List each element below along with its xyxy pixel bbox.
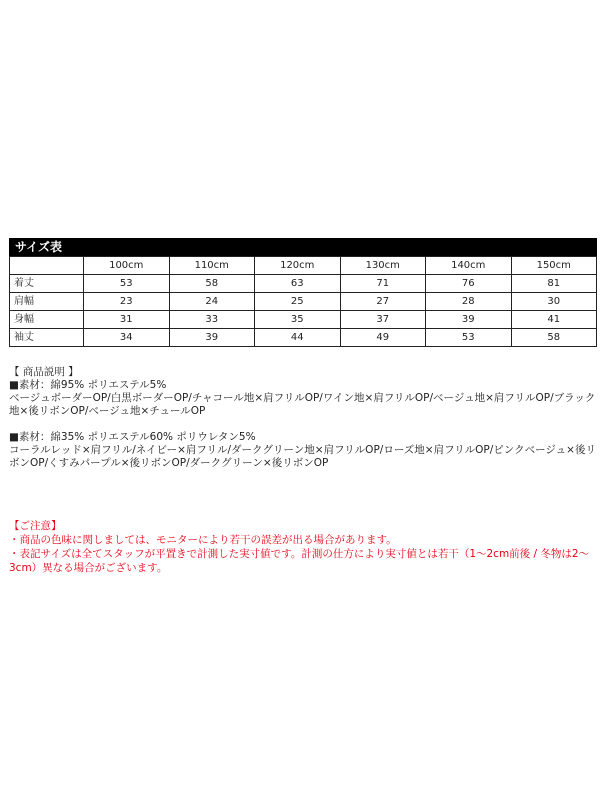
column-header: 150cm	[511, 257, 597, 275]
table-cell: 28	[426, 293, 512, 311]
column-header: 130cm	[340, 257, 426, 275]
size-table-section	[9, 238, 597, 347]
size-table-title: サイズ表	[9, 238, 597, 256]
table-cell: 37	[340, 311, 426, 329]
table-cell: 81	[511, 275, 597, 293]
table-cell: 44	[255, 329, 341, 347]
table-row	[10, 275, 597, 293]
table-cell: 71	[340, 275, 426, 293]
notes-line-1: ・商品の色味に関しましては、モニターにより若干の誤差が出る場合があります。	[9, 534, 397, 546]
table-cell: 39	[426, 311, 512, 329]
table-row	[10, 329, 597, 347]
table-cell: 31	[84, 311, 170, 329]
table-cell: 41	[511, 311, 597, 329]
table-row	[10, 293, 597, 311]
column-header: 140cm	[426, 257, 512, 275]
table-row	[10, 311, 597, 329]
material-line-2: ■素材：綿35% ポリエステル60% ポリウレタン5%	[9, 431, 256, 443]
row-label: 肩幅	[10, 293, 84, 311]
column-header: 110cm	[169, 257, 255, 275]
table-cell: 58	[169, 275, 255, 293]
variants-line-1: ベージュボーダーOP/白黒ボーダーOP/チャコール地×肩フリルOP/ワイン地×肩フリルOP/ベージュ地×肩フリルOP/ブラック地×後リボンOP/ベージュ地×チュールOP	[9, 392, 596, 417]
column-header: 120cm	[255, 257, 341, 275]
table-cell: 27	[340, 293, 426, 311]
product-description	[9, 366, 597, 470]
notes-heading: 【ご注意】	[9, 520, 62, 532]
column-header: 100cm	[84, 257, 170, 275]
table-cell: 34	[84, 329, 170, 347]
row-label: 着丈	[10, 275, 84, 293]
row-label: 身幅	[10, 311, 84, 329]
row-label: 袖丈	[10, 329, 84, 347]
table-cell: 49	[340, 329, 426, 347]
table-cell: 76	[426, 275, 512, 293]
table-cell: 53	[426, 329, 512, 347]
table-cell: 63	[255, 275, 341, 293]
spacer	[9, 418, 597, 431]
notes-line-2: ・表記サイズは全てスタッフが平置きで計測した実寸値です。計測の仕方により実寸値とは若干（1～2cm前後 / 冬物は2～3cm）異なる場合がございます。	[9, 548, 590, 574]
table-cell: 58	[511, 329, 597, 347]
table-cell: 23	[84, 293, 170, 311]
material-line-1: ■素材：綿95% ポリエステル5%	[9, 379, 167, 391]
notes-section	[9, 519, 599, 575]
table-cell: 24	[169, 293, 255, 311]
size-table-header-row	[10, 257, 597, 275]
variants-line-2: コーラルレッド×肩フリル/ネイビー×肩フリル/ダークグリーン地×肩フリルOP/ローズ地×肩フリルOP/ピンクベージュ×後リボンOP/くすみパープル×後リボンOP/ダークグリーン×後リボンOP	[9, 444, 596, 469]
table-cell: 39	[169, 329, 255, 347]
table-cell: 35	[255, 311, 341, 329]
table-cell: 25	[255, 293, 341, 311]
size-table	[9, 256, 597, 347]
header-corner-cell	[10, 257, 84, 275]
description-heading: 【 商品説明 】	[9, 366, 79, 378]
table-cell: 53	[84, 275, 170, 293]
table-cell: 33	[169, 311, 255, 329]
table-cell: 30	[511, 293, 597, 311]
